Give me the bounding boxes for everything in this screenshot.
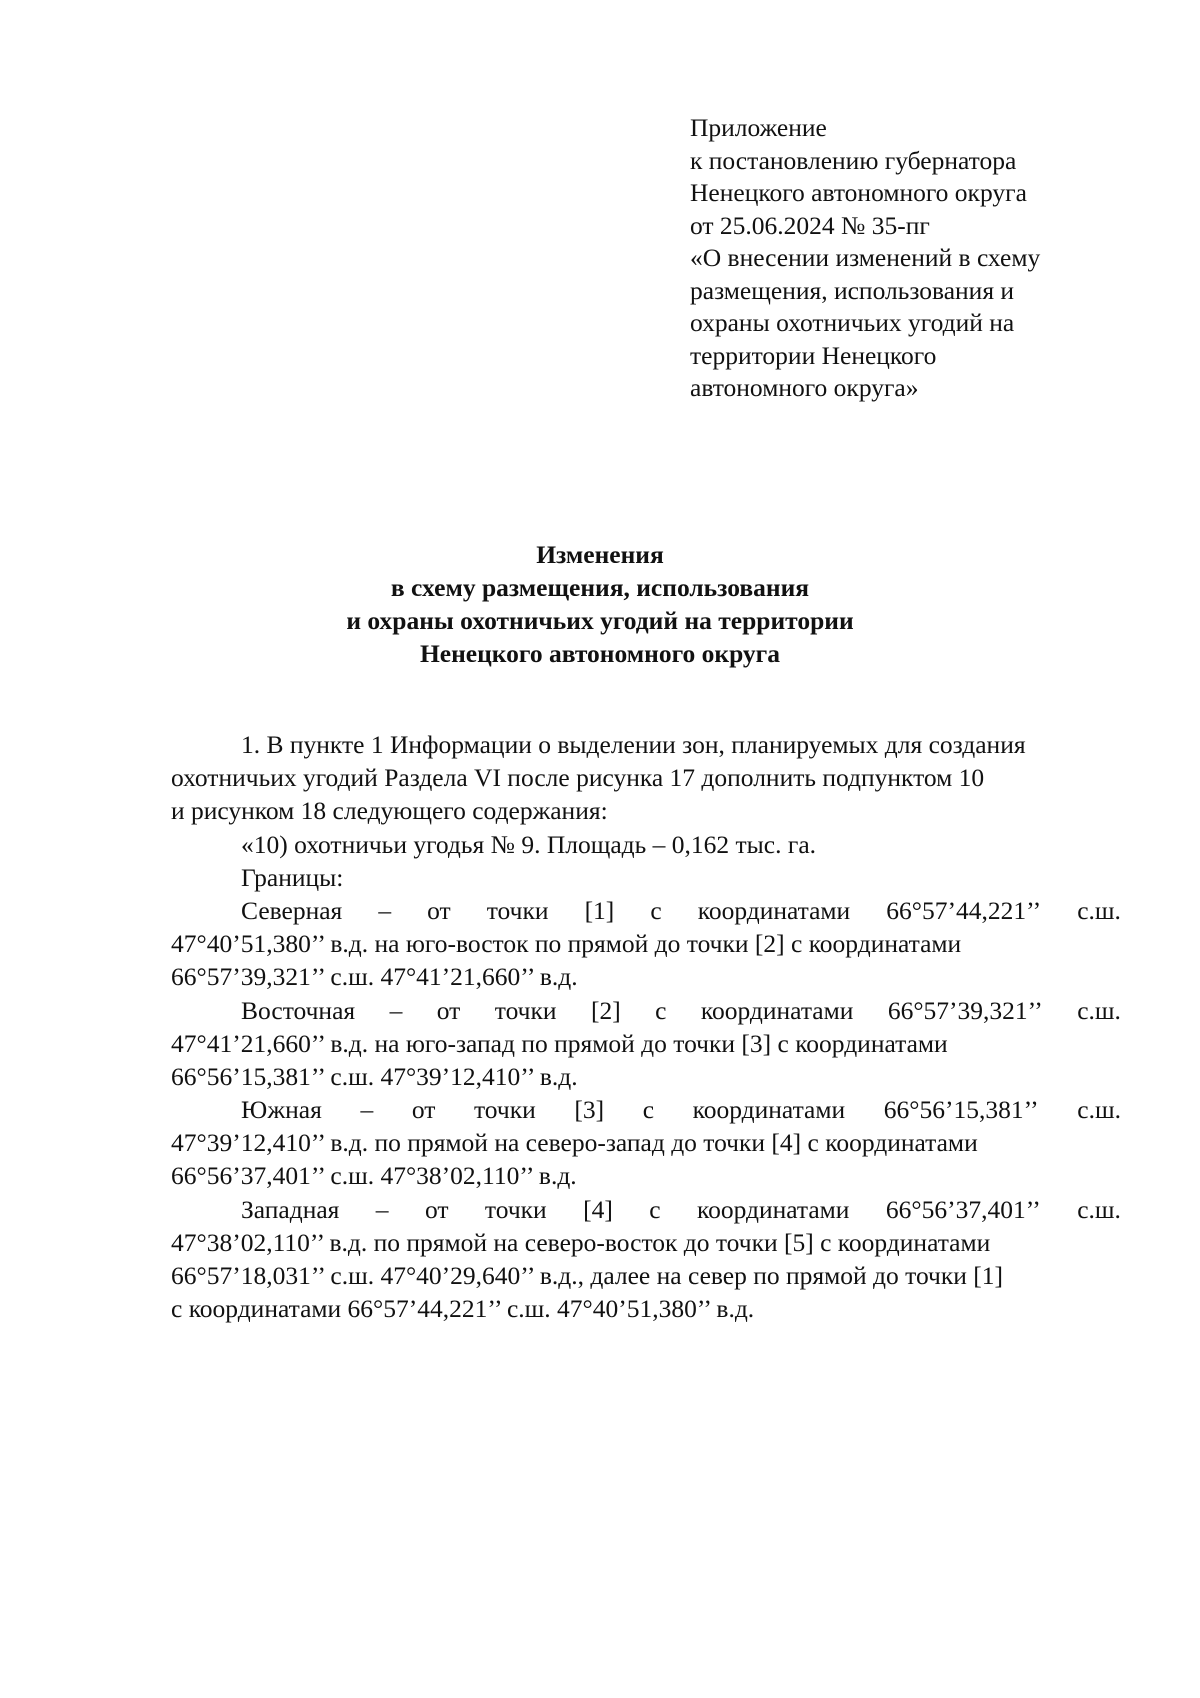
word: с.ш. xyxy=(1077,1095,1121,1125)
west-border-line-3: 66°57’18,031’’ с.ш. 47°40’29,640’’ в.д., далее на север по прямой до точки [1] xyxy=(171,1261,1004,1290)
document-title xyxy=(0,538,1200,670)
document-body xyxy=(171,728,1121,1325)
paragraph-1-line-2: охотничьих угодий Раздела VI после рисунка 17 дополнить подпунктом 10 xyxy=(171,763,985,793)
appendix-line: территории Ненецкого xyxy=(690,340,937,370)
word: Западная xyxy=(241,1194,340,1224)
word: координатами xyxy=(696,1194,850,1224)
title-line: Ненецкого автономного округа xyxy=(419,639,781,668)
paragraph-area: «10) охотничьи угодья № 9. Площадь – 0,162 тыс. га. xyxy=(241,829,817,859)
appendix-line: Приложение xyxy=(690,113,827,142)
word: от xyxy=(436,995,461,1025)
south-border-line-3: 66°56’37,401’’ с.ш. 47°38’02,110’’ в.д. xyxy=(171,1161,577,1191)
word: с.ш. xyxy=(1077,895,1121,925)
appendix-block xyxy=(690,112,1170,405)
paragraph-1-line-1: 1. В пункте 1 Информации о выделении зон, планируемых для создания xyxy=(241,730,1026,759)
title-line: и охраны охотничьих угодий на территории xyxy=(346,606,854,635)
appendix-line: размещения, использования и xyxy=(690,275,1015,305)
word: координатами xyxy=(700,995,854,1025)
south-border-line-1 xyxy=(171,1093,1121,1126)
word: 66°56’15,381’’ xyxy=(883,1095,1039,1125)
word: точки xyxy=(486,895,549,925)
appendix-line: охраны охотничьих угодий на xyxy=(690,308,1015,337)
word: точки xyxy=(484,1194,547,1224)
word: Восточная xyxy=(241,995,356,1025)
title-line: Изменения xyxy=(536,540,664,569)
word: 66°57’39,321’’ xyxy=(887,995,1043,1025)
word: [1] xyxy=(584,895,615,925)
appendix-line: Ненецкого автономного округа xyxy=(690,178,1027,207)
word: от xyxy=(427,895,451,925)
north-border-line-3: 66°57’39,321’’ с.ш. 47°41’21,660’’ в.д. xyxy=(171,962,578,992)
title-line: в схему размещения, использования xyxy=(390,573,810,602)
word: [4] xyxy=(583,1194,613,1224)
north-border-line-2: 47°40’51,380’’ в.д. на юго-восток по прямой до точки [2] с координатами xyxy=(171,929,962,959)
appendix-line: от 25.06.2024 № 35-пг xyxy=(690,210,930,240)
word: с xyxy=(655,995,667,1025)
word: – xyxy=(378,895,392,925)
appendix-line: к постановлению губернатора xyxy=(690,145,1017,175)
word: точки xyxy=(494,995,557,1025)
east-border-line-3: 66°56’15,381’’ с.ш. 47°39’12,410’’ в.д. xyxy=(171,1061,578,1091)
word: 66°57’44,221’’ xyxy=(886,895,1042,925)
word: с xyxy=(649,1194,661,1224)
word: с.ш. xyxy=(1077,1194,1121,1224)
word: координатами xyxy=(697,895,851,925)
word: с xyxy=(650,895,662,925)
word: от xyxy=(424,1194,449,1224)
east-border-line-1 xyxy=(171,994,1121,1027)
word: Северная xyxy=(241,895,343,925)
west-border-line-1 xyxy=(171,1193,1121,1226)
word: – xyxy=(375,1194,389,1224)
east-border-line-2: 47°41’21,660’’ в.д. на юго-запад по прямой до точки [3] с координатами xyxy=(171,1028,948,1058)
word: Южная xyxy=(241,1095,322,1125)
word: [3] xyxy=(574,1095,605,1125)
word: с.ш. xyxy=(1077,995,1121,1025)
word: точки xyxy=(473,1095,536,1125)
paragraph-1-line-3: и рисунком 18 следующего содержания: xyxy=(171,796,608,826)
word: с xyxy=(642,1095,655,1125)
word: – xyxy=(389,995,403,1025)
appendix-line: автономного округа» xyxy=(690,373,919,402)
north-border-line-1 xyxy=(171,894,1121,927)
word: 66°56’37,401’’ xyxy=(885,1194,1041,1224)
south-border-line-2: 47°39’12,410’’ в.д. по прямой на северо-запад до точки [4] с координатами xyxy=(171,1128,978,1158)
word: от xyxy=(411,1095,436,1125)
paragraph-borders-heading: Границы: xyxy=(241,862,344,892)
west-border-line-2: 47°38’02,110’’ в.д. по прямой на северо-восток до точки [5] с координатами xyxy=(171,1227,991,1257)
word: координатами xyxy=(692,1095,846,1125)
word: – xyxy=(360,1095,374,1125)
west-border-line-4: с координатами 66°57’44,221’’ с.ш. 47°40’51,380’’ в.д. xyxy=(171,1294,755,1324)
word: [2] xyxy=(590,995,621,1025)
appendix-line: «О внесении изменений в схему xyxy=(690,243,1041,272)
